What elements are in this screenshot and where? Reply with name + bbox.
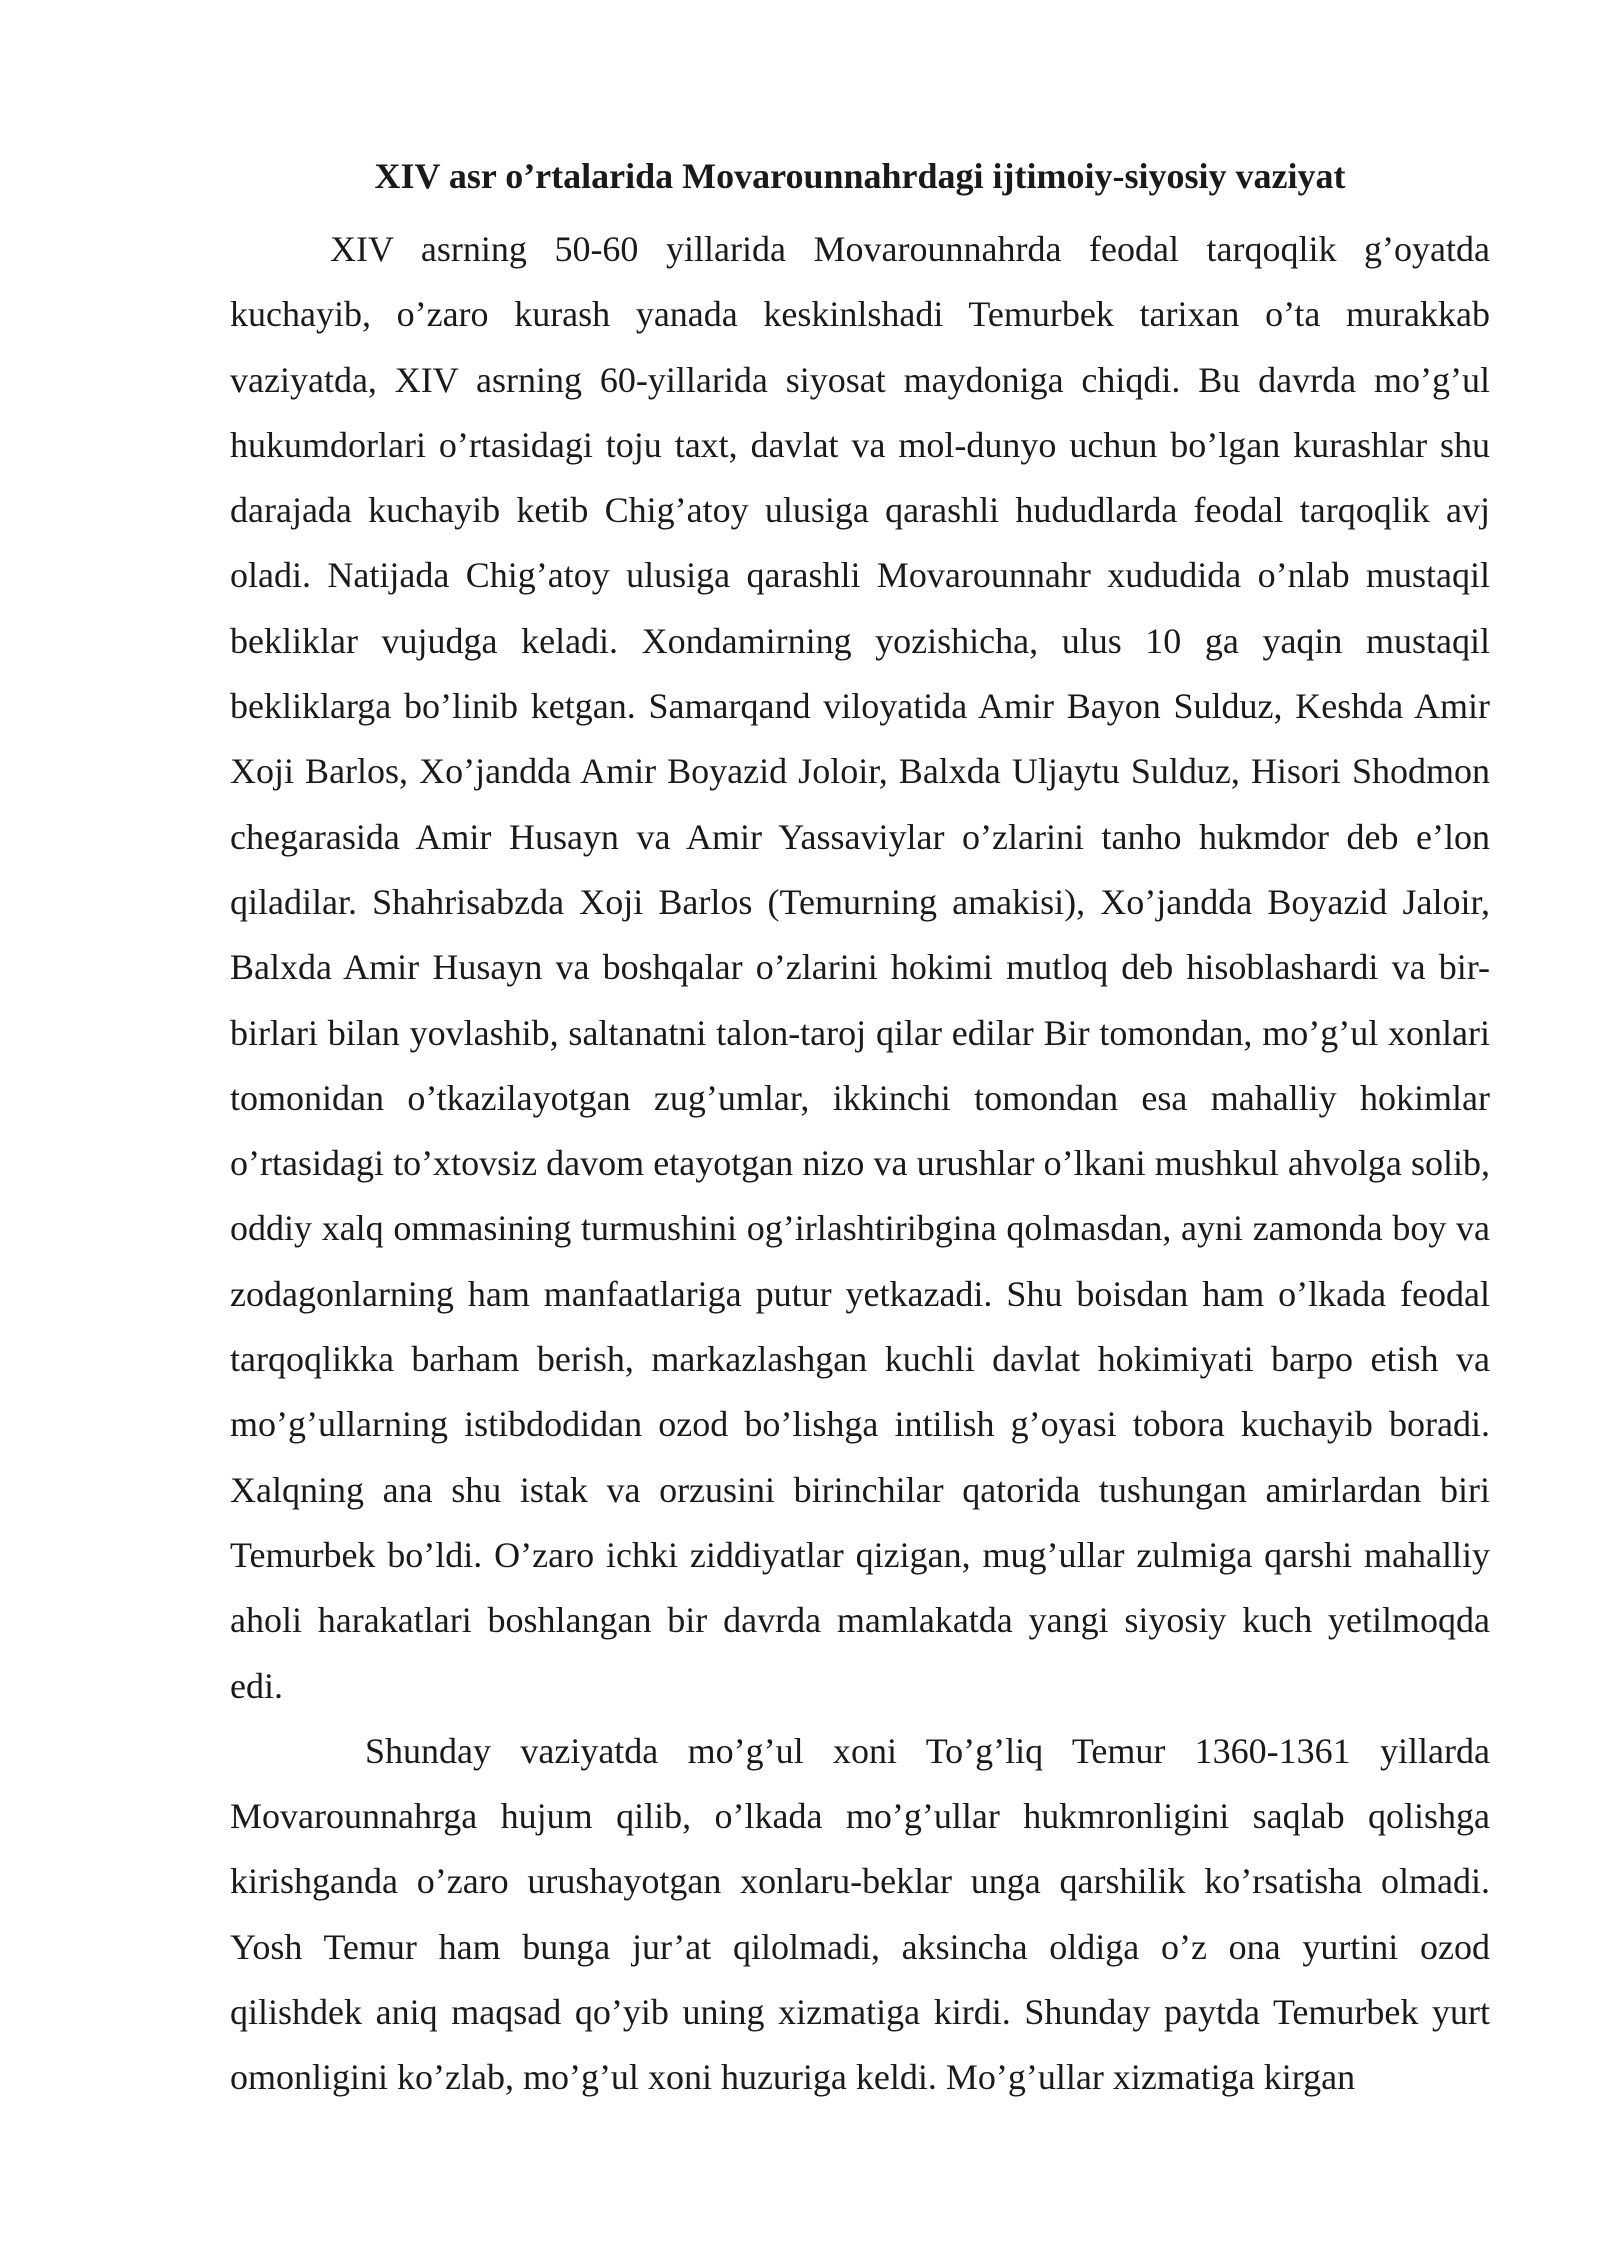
document-title: XIV asr o’rtalarida Movarounnahrdagi ijtimoiy-siyosiy vaziyat [374, 156, 1346, 196]
paragraph: XIV asrning 50-60 yillarida Movarounnahrda feodal tarqoqlik g’oyatda kuchayib, o’zaro kurash yanada keskinlshadi Temurbek tarixan o’ta murakkab vaziyatda, XIV asrning 60-yillarida siyosat maydoniga chiqdi. Bu davrda mo’g’ul hukumdorlari o’rtasidagi toju taxt, davlat va mol-dunyo uchun bo’lgan kurashlar shu darajada kuchayib ketib Chig’atoy ulusiga qarashli hududlarda feodal tarqoqlik avj oladi. Natijada Chig’atoy ulusiga qarashli Movarounnahr xududida o’nlab mustaqil bekliklar vujudga keladi. Xondamirning yozishicha, ulus 10 ga yaqin mustaqil bekliklarga bo’linib ketgan. Samarqand viloyatida Amir Bayon Sulduz, Keshda Amir Xoji Barlos, Xo’jandda Amir Boyazid Joloir, Balxda Uljaytu Sulduz, Hisori Shodmon chegarasida Amir Husayn va Amir Yassaviylar o’zlarini tanho hukmdor deb e’lon qiladilar. Shahrisabzda Xoji Barlos (Temurning amakisi), Xo’jandda Boyazid Jaloir, Balxda Amir Husayn va boshqalar o’zlarini hokimi mutloq deb hisoblashardi va bir-birlari bilan yovlashib, saltanatni talon-taroj qilar edilar Bir tomondan, mo’g’ul xonlari tomonidan o’tkazilayotgan zug’umlar, ikkinchi tomondan esa mahalliy hokimlar o’rtasidagi to’xtovsiz davom etayotgan nizo va urushlar o’lkani mushkul ahvolga solib, oddiy xalq ommasining turmushini og’irlashtiribgina qolmasdan, ayni zamonda boy va zodagonlarning ham manfaatlariga putur yetkazadi. Shu boisdan ham o’lkada feodal tarqoqlikka barham berish, markazlashgan kuchli davlat hokimiyati barpo etish va mo’g’ullarning istibdodidan ozod bo’lishga intilish g’oyasi tobora kuchayib boradi. Xalqning ana shu istak va orzusini birinchilar qatorida tushungan amirlardan biri Temurbek bo’ldi. O’zaro ichki ziddiyatlar qizigan, mug’ullar zulmiga qarshi mahalliy aholi harakatlari boshlangan bir davrda mamlakatda yangi siyosiy kuch yetilmoqda edi. [230, 229, 1490, 1706]
document-body [230, 217, 1490, 2111]
paragraph: Shunday vaziyatda mo’g’ul xoni To’g’liq Temur 1360-1361 yillarda Movarounnahrga hujum qilib, o’lkada mo’g’ullar hukmronligini saqlab qolishga kirishganda o’zaro urushayotgan xonlaru-beklar unga qarshilik ko’rsatisha olmadi. Yosh Temur ham bunga jur’at qilolmadi, aksincha oldiga o’z ona yurtini ozod qilishdek aniq maqsad qo’yib uning xizmatiga kirdi. Shunday paytda Temurbek yurt omonligini ko’zlab, mo’g’ul xoni huzuriga keldi. Mo’g’ullar xizmatiga kirgan [230, 1730, 1490, 2098]
